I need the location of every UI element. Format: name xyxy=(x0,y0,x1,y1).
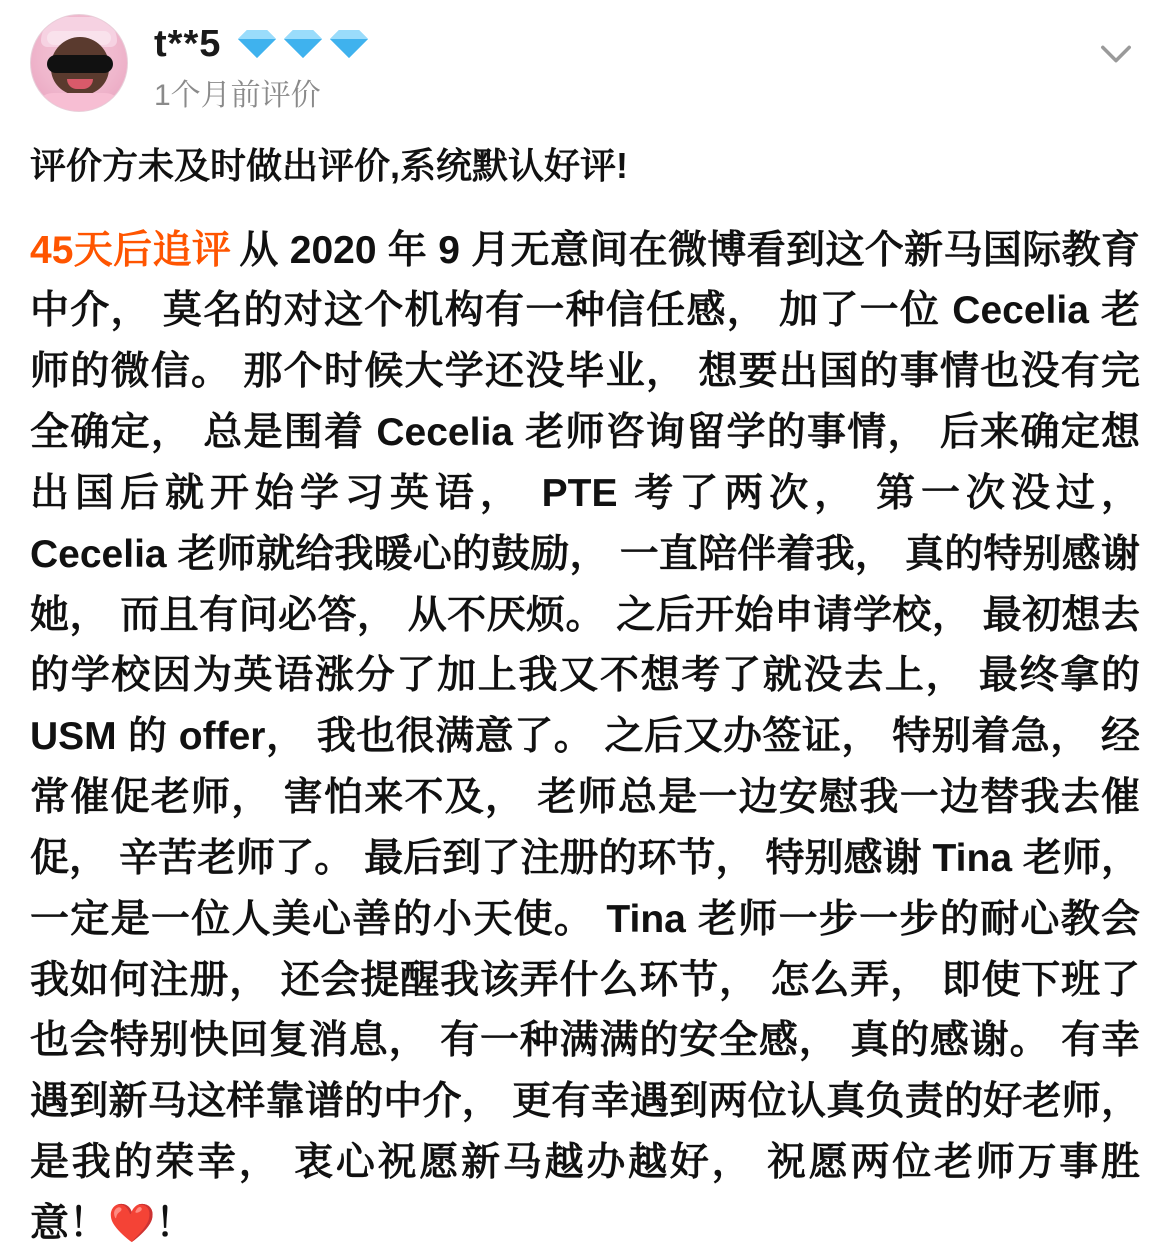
review-body xyxy=(0,142,1170,1255)
append-review-label: 45天后追评 xyxy=(30,228,232,272)
avatar-collar xyxy=(35,93,123,111)
avatar[interactable] xyxy=(30,14,128,112)
username: t**5 xyxy=(154,23,222,65)
diamond-icon xyxy=(329,28,369,60)
review-timestamp: 1个月前评价 xyxy=(154,79,321,112)
avatar-sunglasses xyxy=(47,55,113,73)
diamond-icon xyxy=(237,28,277,60)
chevron-down-icon[interactable] xyxy=(1086,24,1146,84)
append-review-text: 从 2020 年 9 月无意间在微博看到这个新马国际教育中介， 莫名的对这个机构有一种信任感， 加了一位 Cecelia 老师的微信。 那个时候大学还没毕业， 想要出国的事情也没有完全确定， 总是围着 Cecelia 老师咨询留学的事情， 后来确定想出国后就开始学习英语， PTE 考了两次， 第一次没过， Cecelia 老师就给我暖心的鼓励， 一直陪伴着我， 真的特别感谢她， 而且有问必答， 从不厌烦。 之后开始申请学校， 最初想去的学校因为英语涨分了加上我又不想考了就没去上， 最终拿的 USM 的 offer， 我也很满意了。 之后又办签证， 特别着急， 经常催促老师， 害怕来不及， 老师总是一边安慰我一边替我去催促， 辛苦老师了。 最后到了注册的环节， 特别感谢 Tina 老师， 一定是一位人美心善的小天使。 Tina 老师一步一步的耐心教会我如何注册， 还会提醒我该弄什么环节， 怎么弄， 即使下班了也会特别快回复消息， 有一种满满的安全感， 真的感谢。 有幸遇到新马这样靠谱的中介， 更有幸遇到两位认真负责的好老师， 是我的荣幸， 衷心祝愿新马越办越好， 祝愿两位老师万事胜意！ xyxy=(30,228,1140,1245)
buyer-level-badges xyxy=(237,28,369,60)
header-text xyxy=(128,14,1086,114)
review-header xyxy=(0,0,1170,120)
name-row xyxy=(154,20,1086,68)
append-review-block xyxy=(30,221,1140,1255)
first-comment-text: 评价方未及时做出评价,系统默认好评! xyxy=(30,145,628,186)
append-review-tail: ！ xyxy=(155,1201,195,1245)
diamond-icon xyxy=(283,28,323,60)
heart-emoji: ❤️ xyxy=(108,1202,156,1245)
